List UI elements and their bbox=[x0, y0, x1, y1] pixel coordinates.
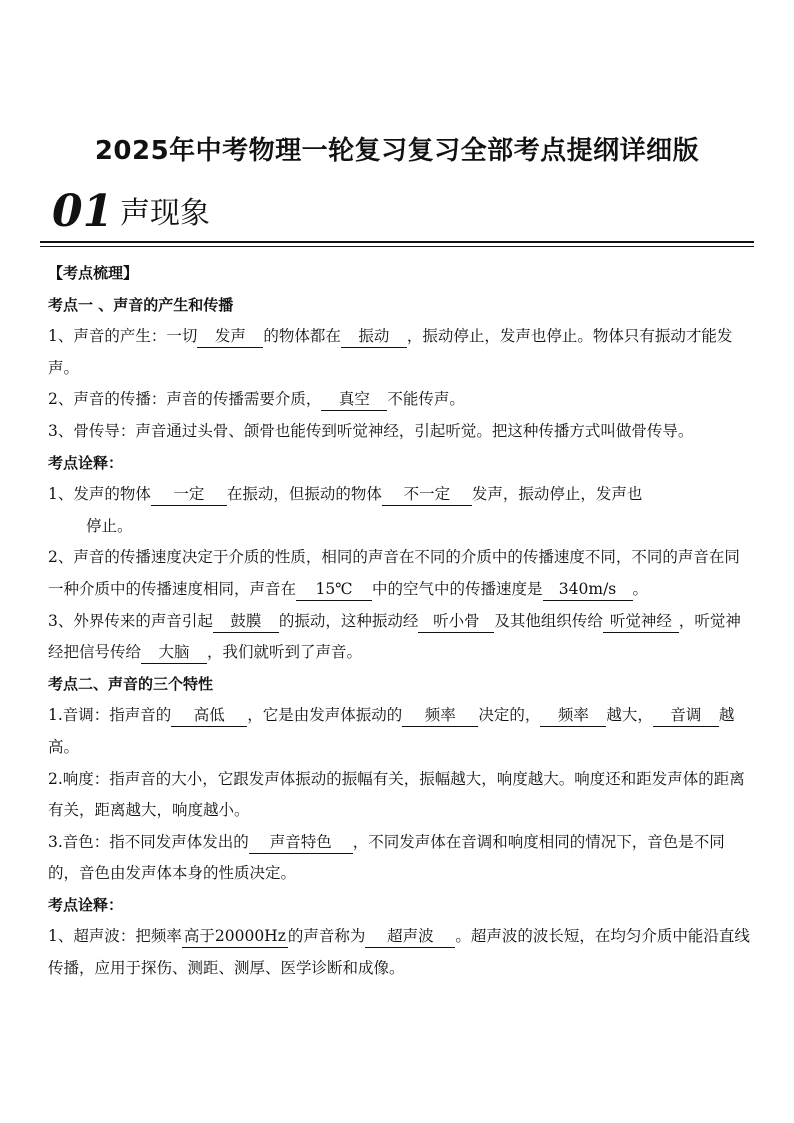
blank-answer: 频率 bbox=[402, 704, 478, 727]
text: 不能传声。 bbox=[387, 390, 465, 409]
blank-answer: 一定 bbox=[151, 483, 227, 506]
section-kp2-interpretation: 考点诠释： bbox=[48, 895, 124, 914]
paragraph: 3、骨传导：声音通过头骨、颌骨也能传到听觉神经，引起听觉。把这种传播方式叫做骨传导。 bbox=[48, 421, 694, 440]
paragraph bbox=[48, 384, 754, 416]
text: 的振动，这种振动经 bbox=[278, 611, 419, 630]
text: 越高。 bbox=[48, 706, 735, 756]
blank-answer: 不一定 bbox=[382, 483, 472, 506]
document-title: 2025年中考物理一轮复习复习全部考点提纲详细版 bbox=[94, 136, 700, 166]
section-kp1-interpretation: 考点诠释： bbox=[48, 453, 124, 472]
blank-answer: 340m/s bbox=[543, 578, 633, 601]
text: 中的空气中的传播速度是 bbox=[372, 579, 543, 598]
heading-rule-thin bbox=[40, 246, 754, 247]
text: ，我们就听到了声音。 bbox=[207, 643, 363, 662]
blank-answer: 真空 bbox=[321, 388, 387, 411]
text: ，听觉神经把信号传给 bbox=[48, 611, 741, 662]
paragraph: 2.响度：指声音的大小，它跟发声体振动的振幅有关，振幅越大，响度越大。响度还和距发声体的距离有关，距离越大，响度越小。 bbox=[48, 769, 745, 820]
blank-answer: 15℃ bbox=[296, 578, 372, 601]
text: 在振动，但振动的物体 bbox=[226, 485, 382, 504]
text: 1、发声的物体 bbox=[48, 485, 151, 504]
paragraph bbox=[48, 921, 754, 984]
blank-answer: 音调 bbox=[653, 704, 719, 727]
paragraph bbox=[48, 606, 754, 669]
heading-rule-thick bbox=[40, 241, 754, 243]
blank-answer: 大脑 bbox=[141, 641, 207, 664]
text: 2、声音的传播速度决定于介质的性质，相同的声音在不同的介质中的传播速度不同，不同的声音在同一种介质中的传播速度相同，声音在 bbox=[48, 548, 740, 598]
section-overview: 【考点梳理】 bbox=[48, 264, 139, 282]
text: 1、超声波：把频率 bbox=[48, 927, 182, 946]
section-kp1: 考点一 、声音的产生和传播 bbox=[48, 295, 234, 314]
text: 发声，振动停止，发声也 bbox=[471, 485, 643, 504]
blank-answer: 听小骨 bbox=[418, 610, 494, 633]
section-kp2: 考点二、声音的三个特性 bbox=[48, 674, 214, 693]
paragraph-continuation: 停止。 bbox=[86, 516, 133, 535]
blank-answer: 频率 bbox=[540, 704, 606, 727]
text: ，它是由发声体振动的 bbox=[247, 706, 403, 725]
text: 。 bbox=[632, 579, 649, 598]
text: 的声音称为 bbox=[287, 927, 366, 946]
blank-answer: 高低 bbox=[171, 704, 247, 727]
paragraph bbox=[48, 321, 754, 384]
text: ，不同发声体在音调和响度相同的情况下，音色是不同的，音色由发声体本身的性质决定。 bbox=[48, 832, 725, 883]
paragraph bbox=[48, 542, 754, 605]
text: 越大， bbox=[606, 706, 653, 725]
text: 1、声音的产生：一切 bbox=[48, 327, 198, 346]
text: 3.音色：指不同发声体发出的 bbox=[48, 832, 249, 851]
text: 。超声波的波长短，在均匀介质中能沿直线传播，应用于探伤、测距、测厚、医学诊断和成像。 bbox=[48, 927, 750, 978]
paragraph bbox=[48, 479, 754, 511]
paragraph bbox=[48, 827, 754, 890]
chapter-name: 声现象 bbox=[120, 196, 210, 231]
blank-answer: 发声 bbox=[197, 325, 263, 348]
blank-answer: 超声波 bbox=[365, 925, 455, 948]
blank-answer: 高于20000Hz bbox=[182, 925, 288, 948]
text: 的物体都在 bbox=[263, 327, 341, 346]
document-body bbox=[48, 258, 754, 985]
chapter-number: 01 bbox=[52, 186, 114, 237]
paragraph bbox=[48, 700, 754, 763]
chapter-heading bbox=[52, 186, 752, 238]
text: 决定的， bbox=[478, 706, 541, 725]
blank-answer: 振动 bbox=[341, 325, 407, 348]
blank-answer: 声音特色 bbox=[249, 831, 353, 854]
text: 2、声音的传播：声音的传播需要介质， bbox=[48, 390, 322, 409]
blank-answer: 鼓膜 bbox=[213, 610, 279, 633]
blank-answer: 听觉神经 bbox=[603, 610, 679, 633]
text: 1.音调：指声音的 bbox=[48, 706, 172, 725]
text: 及其他组织传给 bbox=[494, 611, 603, 630]
text: 3、外界传来的声音引起 bbox=[48, 611, 213, 630]
text: ，振动停止，发声也停止。物体只有振动才能发声。 bbox=[48, 327, 733, 377]
